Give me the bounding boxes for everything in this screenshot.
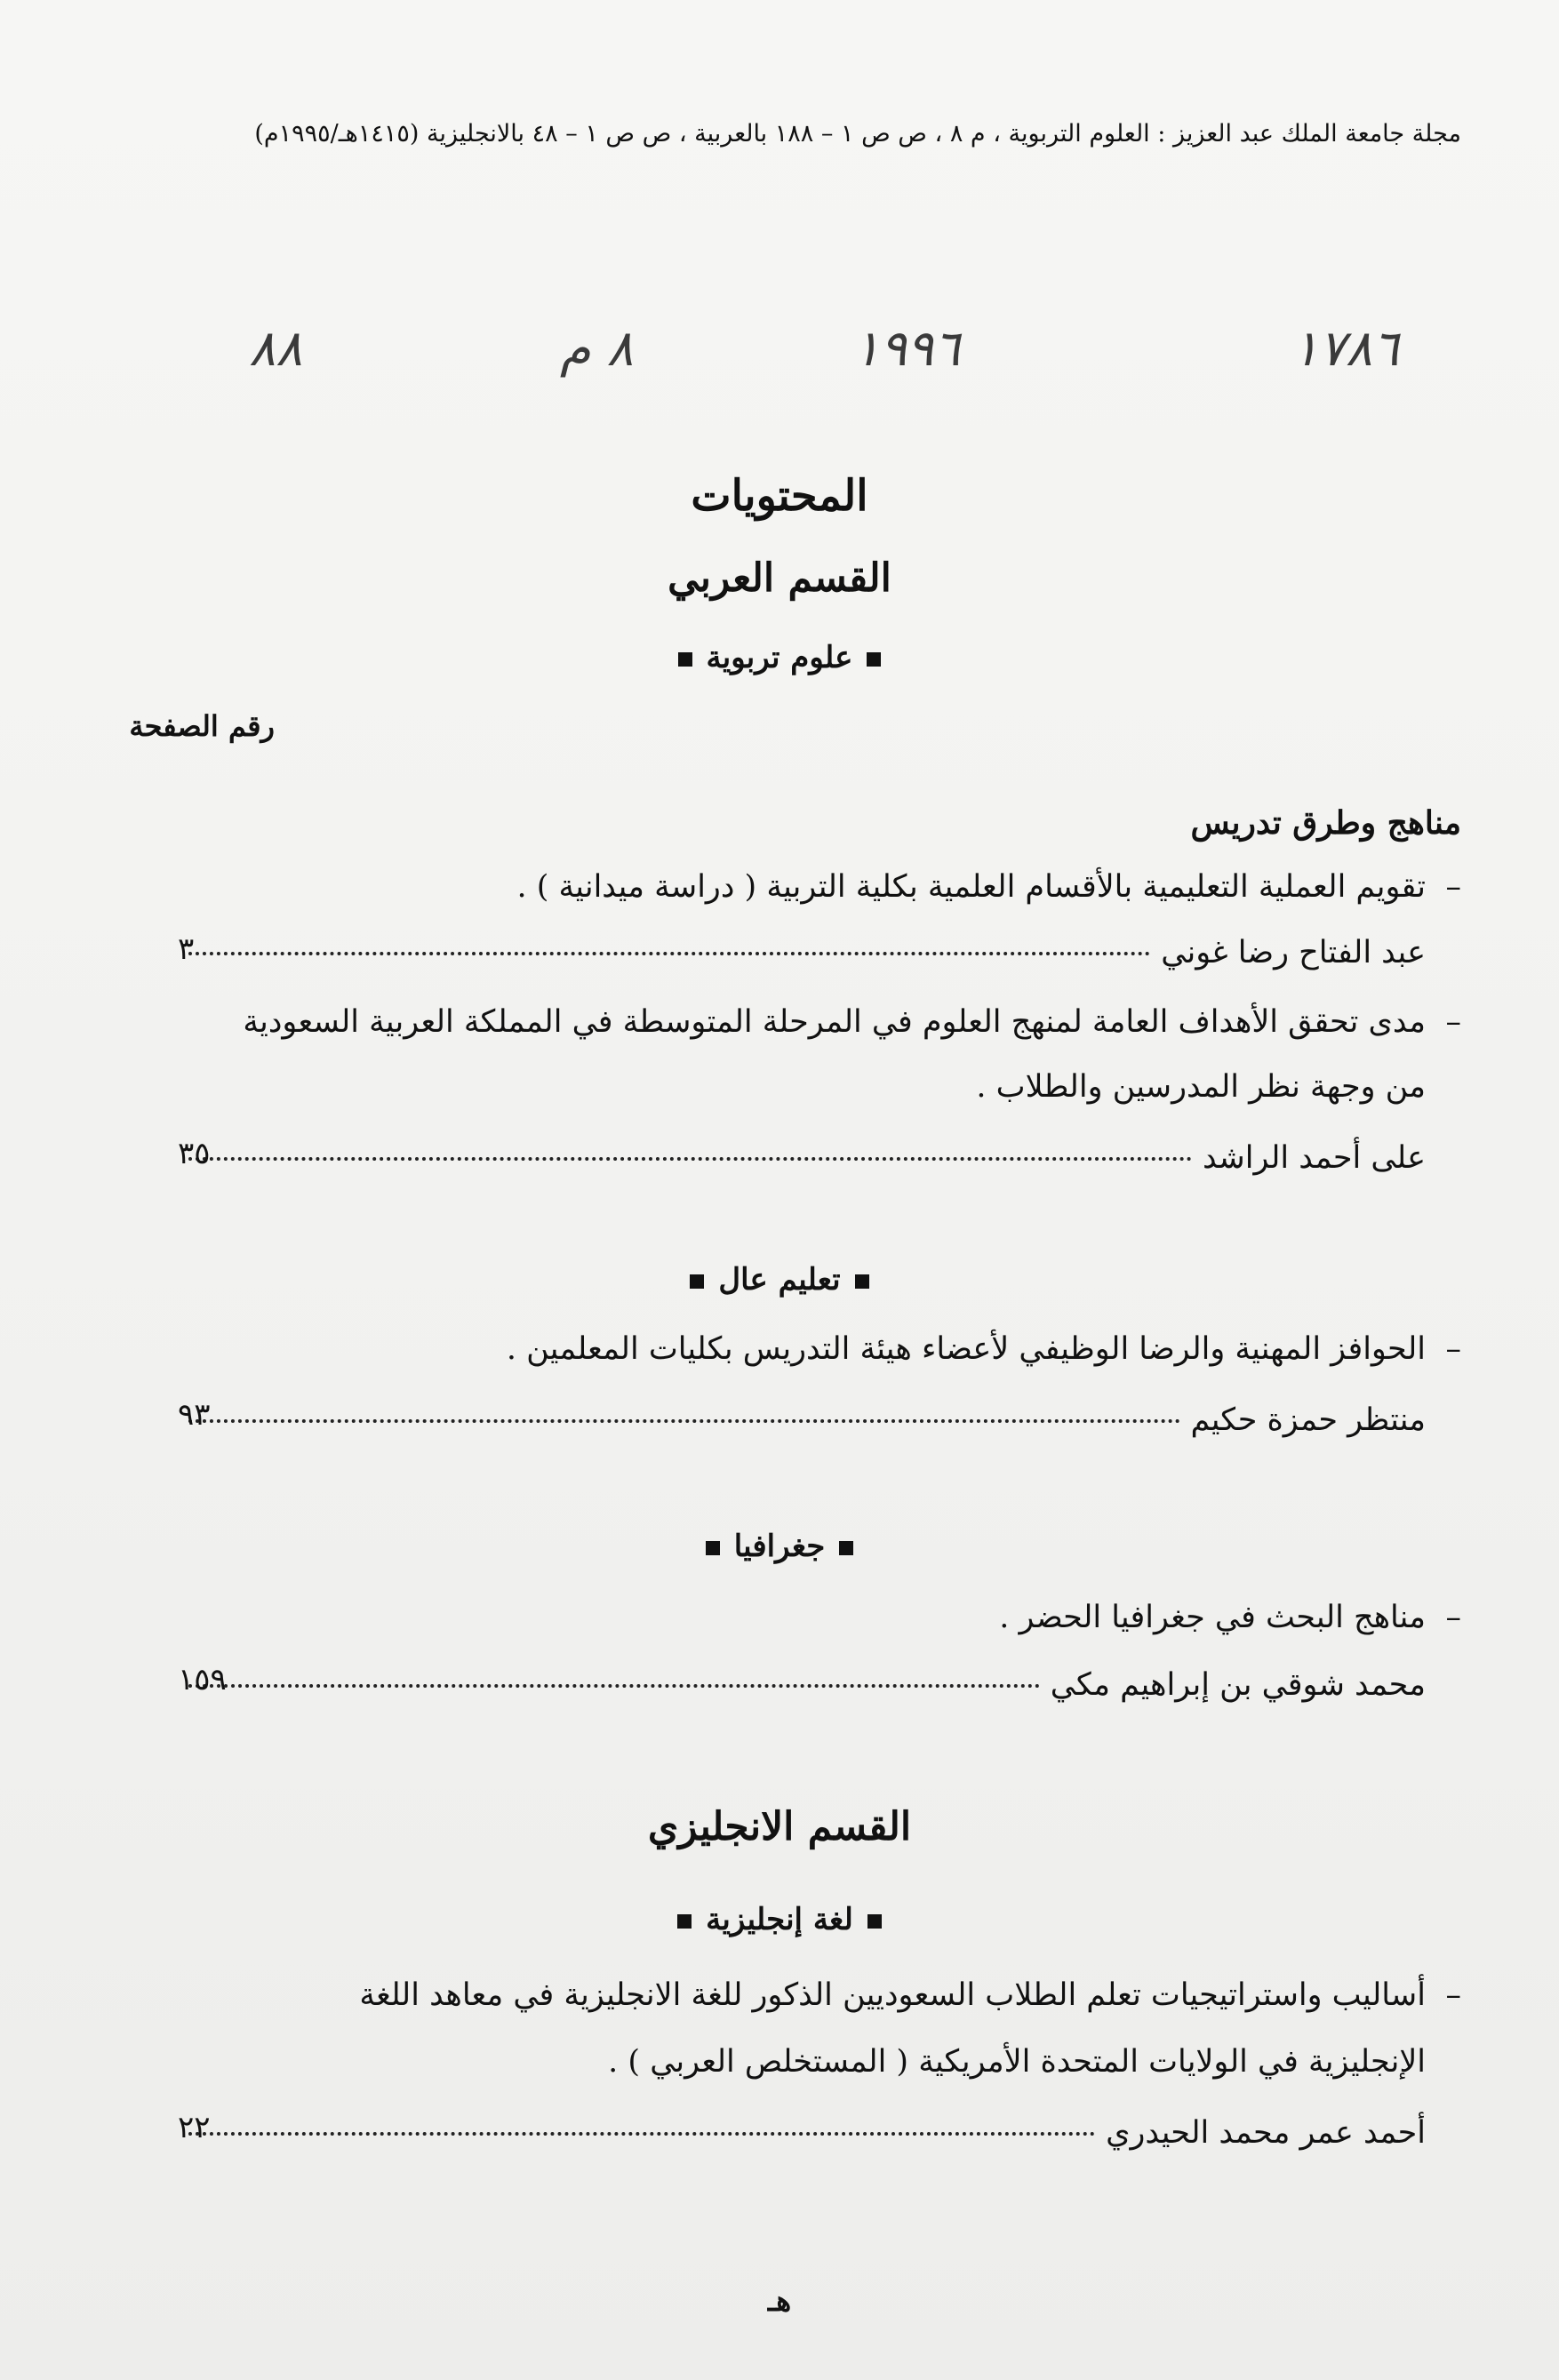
entry-title: –مدى تحقق الأهداف العامة لمنهج العلوم في المرحلة المتوسطة في المملكة العربية السعودية [243, 1004, 1461, 1040]
square-bullet-icon [867, 1914, 882, 1929]
entry-author: محمد شوقي بن إبراهيم مكي [1050, 1667, 1426, 1703]
entry-author-row [178, 2115, 1426, 2151]
square-bullet-icon [677, 1914, 692, 1929]
entry-title-continuation: من وجهة نظر المدرسين والطلاب . [976, 1069, 1426, 1105]
entry-author-row [178, 935, 1426, 970]
entry-page-number: ٩٣ [178, 1397, 211, 1433]
square-bullet-icon [678, 652, 692, 667]
page-footer-mark: هـ [767, 2284, 792, 2318]
square-bullet-icon [839, 1541, 853, 1555]
subheading: مناهج وطرق تدريس [1190, 804, 1461, 842]
toc-title: المحتويات [691, 471, 868, 521]
entry-author: أحمد عمر محمد الحيدري [1106, 2115, 1426, 2151]
leader-dots [188, 1684, 1040, 1688]
handwritten-note-1: ١٧٨٦ [1291, 320, 1399, 378]
leader-dots [188, 952, 1150, 955]
handwritten-note-2: ١٩٩٦ [853, 320, 961, 378]
entry-page-number: ٢٢ [178, 2110, 211, 2145]
handwritten-note-4: ٨٨ [249, 320, 303, 378]
page-number-label: رقم الصفحة [129, 709, 275, 743]
category-english-language: لغة إنجليزية [0, 1902, 1559, 1937]
handwritten-note-3: ٨ م [560, 320, 634, 378]
square-bullet-icon [706, 1541, 720, 1555]
entry-title: –الحوافز المهنية والرضا الوظيفي لأعضاء هيئة التدريس بكليات المعلمين . [506, 1331, 1461, 1367]
entry-author: عبد الفتاح رضا غوني [1161, 935, 1426, 970]
entry-author-row [178, 1667, 1426, 1703]
entry-page-number: ٣٥ [178, 1136, 211, 1171]
entry-author-row [178, 1402, 1426, 1438]
leader-dots [188, 2132, 1095, 2136]
category-higher-education: تعليم عال [0, 1262, 1559, 1298]
leader-dots [188, 1419, 1180, 1423]
arabic-section-title: القسم العربي [668, 555, 891, 601]
entry-title: –أساليب واستراتيجيات تعلم الطلاب السعوديين الذكور للغة الانجليزية في معاهد اللغة [359, 1977, 1461, 2013]
entry-title: –تقويم العملية التعليمية بالأقسام العلمية بكلية التربية ( دراسة ميدانية ) . [516, 869, 1461, 905]
entry-page-number: ١٥٩ [178, 1662, 227, 1697]
english-section-title: القسم الانجليزي [647, 1804, 912, 1849]
journal-header: مجلة جامعة الملك عبد العزيز : العلوم التربوية ، م ٨ ، ص ص ١ – ١٨٨ بالعربية ، ص ص ١ – ٤٨ بالانجليزية (١٤١٥هـ/١٩٩٥م) [254, 120, 1461, 148]
entry-author-row [178, 1140, 1426, 1176]
square-bullet-icon [855, 1274, 869, 1289]
entry-title: –مناهج البحث في جغرافيا الحضر . [999, 1600, 1461, 1635]
entry-page-number: ٣ [178, 931, 195, 967]
square-bullet-icon [690, 1274, 704, 1289]
entry-author: منتظر حمزة حكيم [1190, 1402, 1426, 1438]
entry-title-continuation: الإنجليزية في الولايات المتحدة الأمريكية ( المستخلص العربي ) . [608, 2044, 1426, 2080]
square-bullet-icon [867, 652, 881, 667]
category-geography: جغرافيا [0, 1529, 1559, 1564]
leader-dots [188, 1157, 1192, 1161]
entry-author: على أحمد الراشد [1203, 1140, 1426, 1176]
category-educational-sciences: علوم تربوية [0, 640, 1559, 675]
